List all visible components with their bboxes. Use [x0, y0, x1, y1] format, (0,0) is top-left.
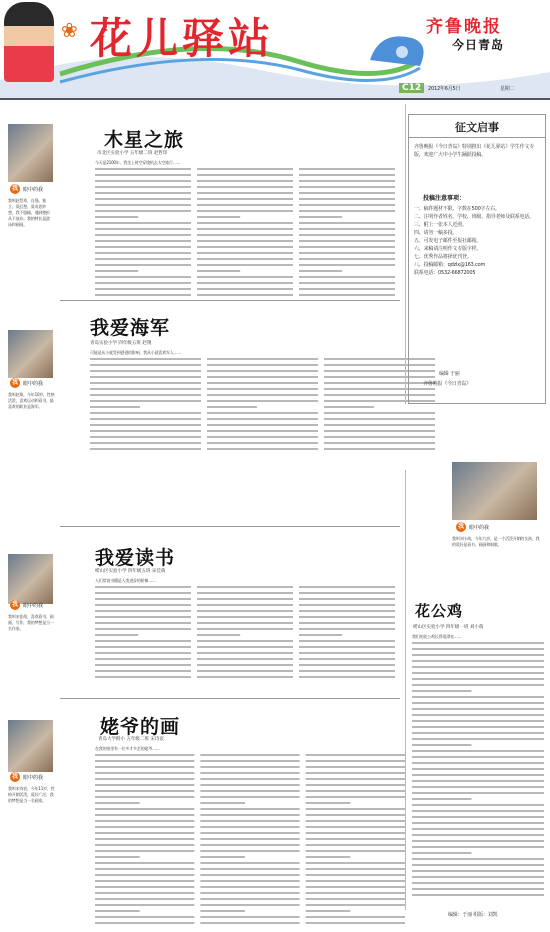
body-text-lines: [90, 358, 435, 453]
sidebar-intro: 齐鲁晚报《今日青岛》特别推出《花儿驿站》学生作文专版，欢迎广大中小学生踊跃投稿。: [414, 144, 535, 158]
article-byline: 青岛大学附小 五年级二班 宋诗宸: [98, 737, 164, 742]
article-byline: 崂山区实验小学 四年级一班 刘小萌: [413, 625, 484, 630]
author-photo: [452, 462, 537, 520]
section-divider: [60, 698, 400, 699]
article-byline: 市北区实验小学 五年级二班 赵哲玮: [97, 151, 168, 156]
flower-icon: ❀: [61, 18, 78, 42]
sidebar-title: 征文启事: [455, 121, 499, 134]
wo-badge-icon: 我: [11, 379, 18, 386]
article-title: 姥爷的画: [100, 716, 181, 738]
wo-badge-icon: 我: [11, 185, 18, 192]
body-text-lines: [95, 754, 405, 926]
author-tag: 眼中的我: [469, 525, 490, 531]
newspaper-name: 齐鲁晚报: [426, 17, 502, 37]
rule-item: 三、附上一张本人近照。: [414, 222, 467, 228]
masthead-child-photo: [4, 2, 54, 82]
masthead-title: 花儿驿站: [90, 14, 275, 63]
body-text-lines: [412, 642, 544, 897]
author-tag: 眼中的我: [23, 775, 44, 781]
body-text-lines: [95, 168, 395, 298]
article-title: 我爱读书: [95, 547, 176, 569]
rule-item: 六、来稿请注明作文专版字样。: [414, 246, 482, 252]
author-photo: [8, 330, 53, 378]
author-self-intro: 我叫赵翔，今年10岁，性格活泼，喜欢运动和看书，最喜欢的职业是海军。: [8, 392, 55, 409]
article-title: 木星之旅: [104, 129, 185, 151]
author-tag: 眼中的我: [23, 603, 44, 609]
article-title: 我爱海军: [90, 317, 171, 339]
issue-date: 2012年6月5日: [428, 86, 461, 92]
author-tag: 眼中的我: [23, 187, 44, 193]
rule-item: 七、优秀作品将择优刊登。: [414, 254, 472, 260]
author-tag: 眼中的我: [23, 381, 44, 387]
contact-phone: 联系电话：0532-66872005: [414, 270, 476, 276]
rule-item: 四、请勿一稿多投。: [414, 230, 458, 236]
body-text-lines: [95, 586, 395, 682]
sidebar-editor: 编辑 于丽: [439, 371, 460, 377]
submission-rules: [414, 205, 540, 277]
column-divider: [405, 104, 406, 404]
section-divider: [60, 300, 400, 301]
author-self-intro: 我叫刘小萌，今年九岁，是一个活泼开朗的女孩，我的爱好是看书、画画和唱歌。: [452, 536, 540, 547]
author-self-intro: 我叫宋诗宸，今年11岁，性格开朗活泼，爱好广泛，我的梦想是当一名画家。: [8, 786, 55, 803]
section-divider: [60, 526, 400, 527]
article-body: 人们常说书籍是人类进步的阶梯……: [95, 578, 156, 583]
article-body: 今天是2100年，我坐上时空穿梭机去太空旅行……: [95, 160, 181, 165]
article-title: 花公鸡: [415, 602, 464, 620]
article-body: 我们的花公鸡长得很漂亮……: [412, 634, 462, 639]
article-byline: 青岛实验小学 四年级五班 赵翔: [90, 341, 152, 346]
issue-weekday: 星期二: [500, 86, 515, 92]
article-byline: 崂山区实验小学 四年级五班 宋佳萌: [95, 569, 166, 574]
sidebar-corner: 齐鲁晚报《今日青岛》: [423, 381, 472, 387]
submission-email[interactable]: 八、投稿邮箱：qdzlx@163.com: [414, 262, 486, 268]
wo-badge-icon: 我: [11, 601, 18, 608]
rule-item: 一、稿件题材不限，字数在500字左右。: [414, 206, 500, 212]
author-photo: [8, 124, 53, 182]
author-photo: [8, 554, 53, 604]
author-self-intro: 我叫赵哲玮，自强、独立、爱幻想、爱奇思妙想，我不服输，遇到挫折从不放弃。我的特长是游泳和画画。: [8, 198, 50, 227]
wo-badge-icon: 我: [457, 523, 464, 530]
author-self-intro: 我叫宋佳萌，喜欢看书、画画、写作，我的梦想是当一名作家。: [8, 614, 54, 631]
rule-item: 五、可发电子邮件至报社邮箱。: [414, 238, 482, 244]
masthead-rule: [0, 98, 550, 100]
sidebar-title-rule: [409, 137, 545, 138]
wo-badge-icon: 我: [11, 773, 18, 780]
column-divider: [405, 470, 406, 910]
edition-name: 今日青岛: [452, 38, 505, 52]
article-body: 可能是从小就受到爸爸的影响，我从小就喜欢军人……: [90, 350, 182, 355]
rule-item: 二、注明作者姓名、学校、班级、指导老师及联系电话。: [414, 214, 535, 220]
page-editor: 编辑：于丽 组版：刘凯: [448, 912, 498, 918]
author-photo: [8, 720, 53, 772]
article-body: 在我的家里有一位多才多艺的姥爷……: [95, 746, 160, 751]
submission-heading: 投稿注意事项：: [423, 195, 466, 202]
masthead: [0, 0, 550, 100]
call-for-papers: [408, 114, 546, 404]
page-number: C12: [399, 83, 424, 93]
